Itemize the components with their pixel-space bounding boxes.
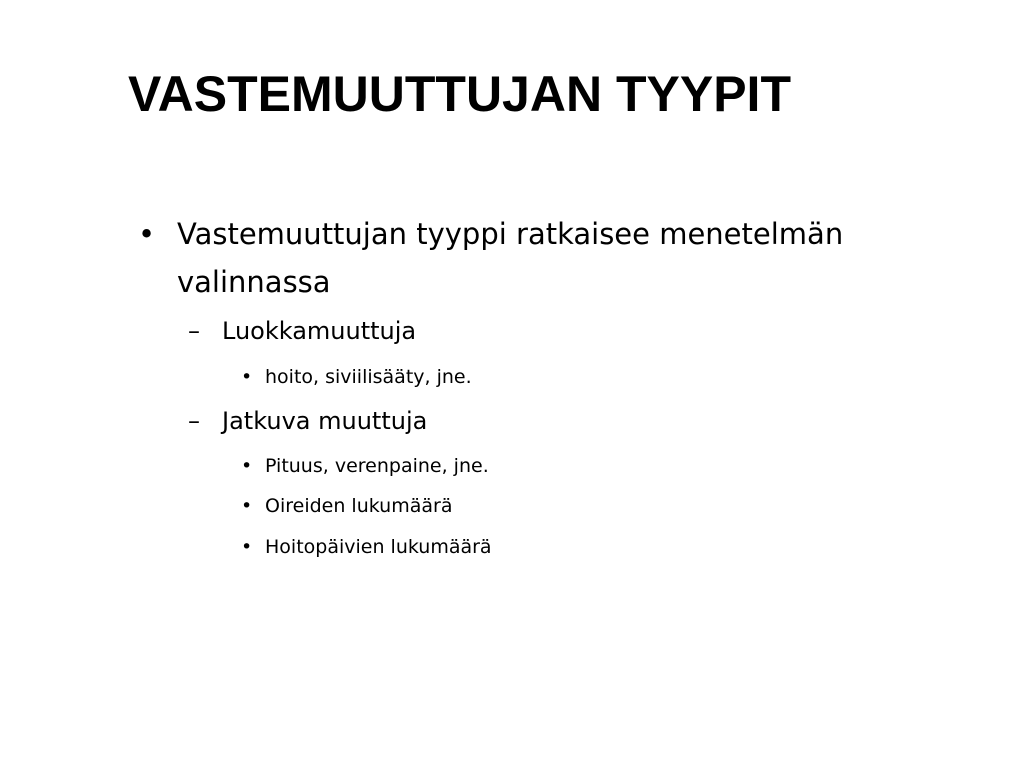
bullet-dot-icon: • (241, 495, 253, 517)
example-text: Hoitopäivien lukumäärä (265, 536, 492, 558)
category-label: Luokkamuuttuja (222, 317, 417, 345)
example-text: Pituus, verenpaine, jne. (265, 455, 489, 477)
main-point-text: Vastemuuttujan tyyppi ratkaisee menetelmän valinnassa (177, 217, 844, 299)
bullet-dot-icon: • (241, 366, 253, 388)
bullet-dot-icon: • (138, 217, 156, 251)
example-text: Oireiden lukumäärä (265, 495, 453, 517)
slide-title: VASTEMUUTTUJAN TYYPIT (128, 66, 791, 122)
bullet-dot-icon: • (241, 455, 253, 477)
example-text: hoito, siviilisääty, jne. (265, 366, 472, 388)
dash-icon: – (188, 407, 200, 435)
dash-icon: – (188, 317, 200, 345)
category-label: Jatkuva muuttuja (222, 407, 428, 435)
bullet-dot-icon: • (241, 536, 253, 558)
